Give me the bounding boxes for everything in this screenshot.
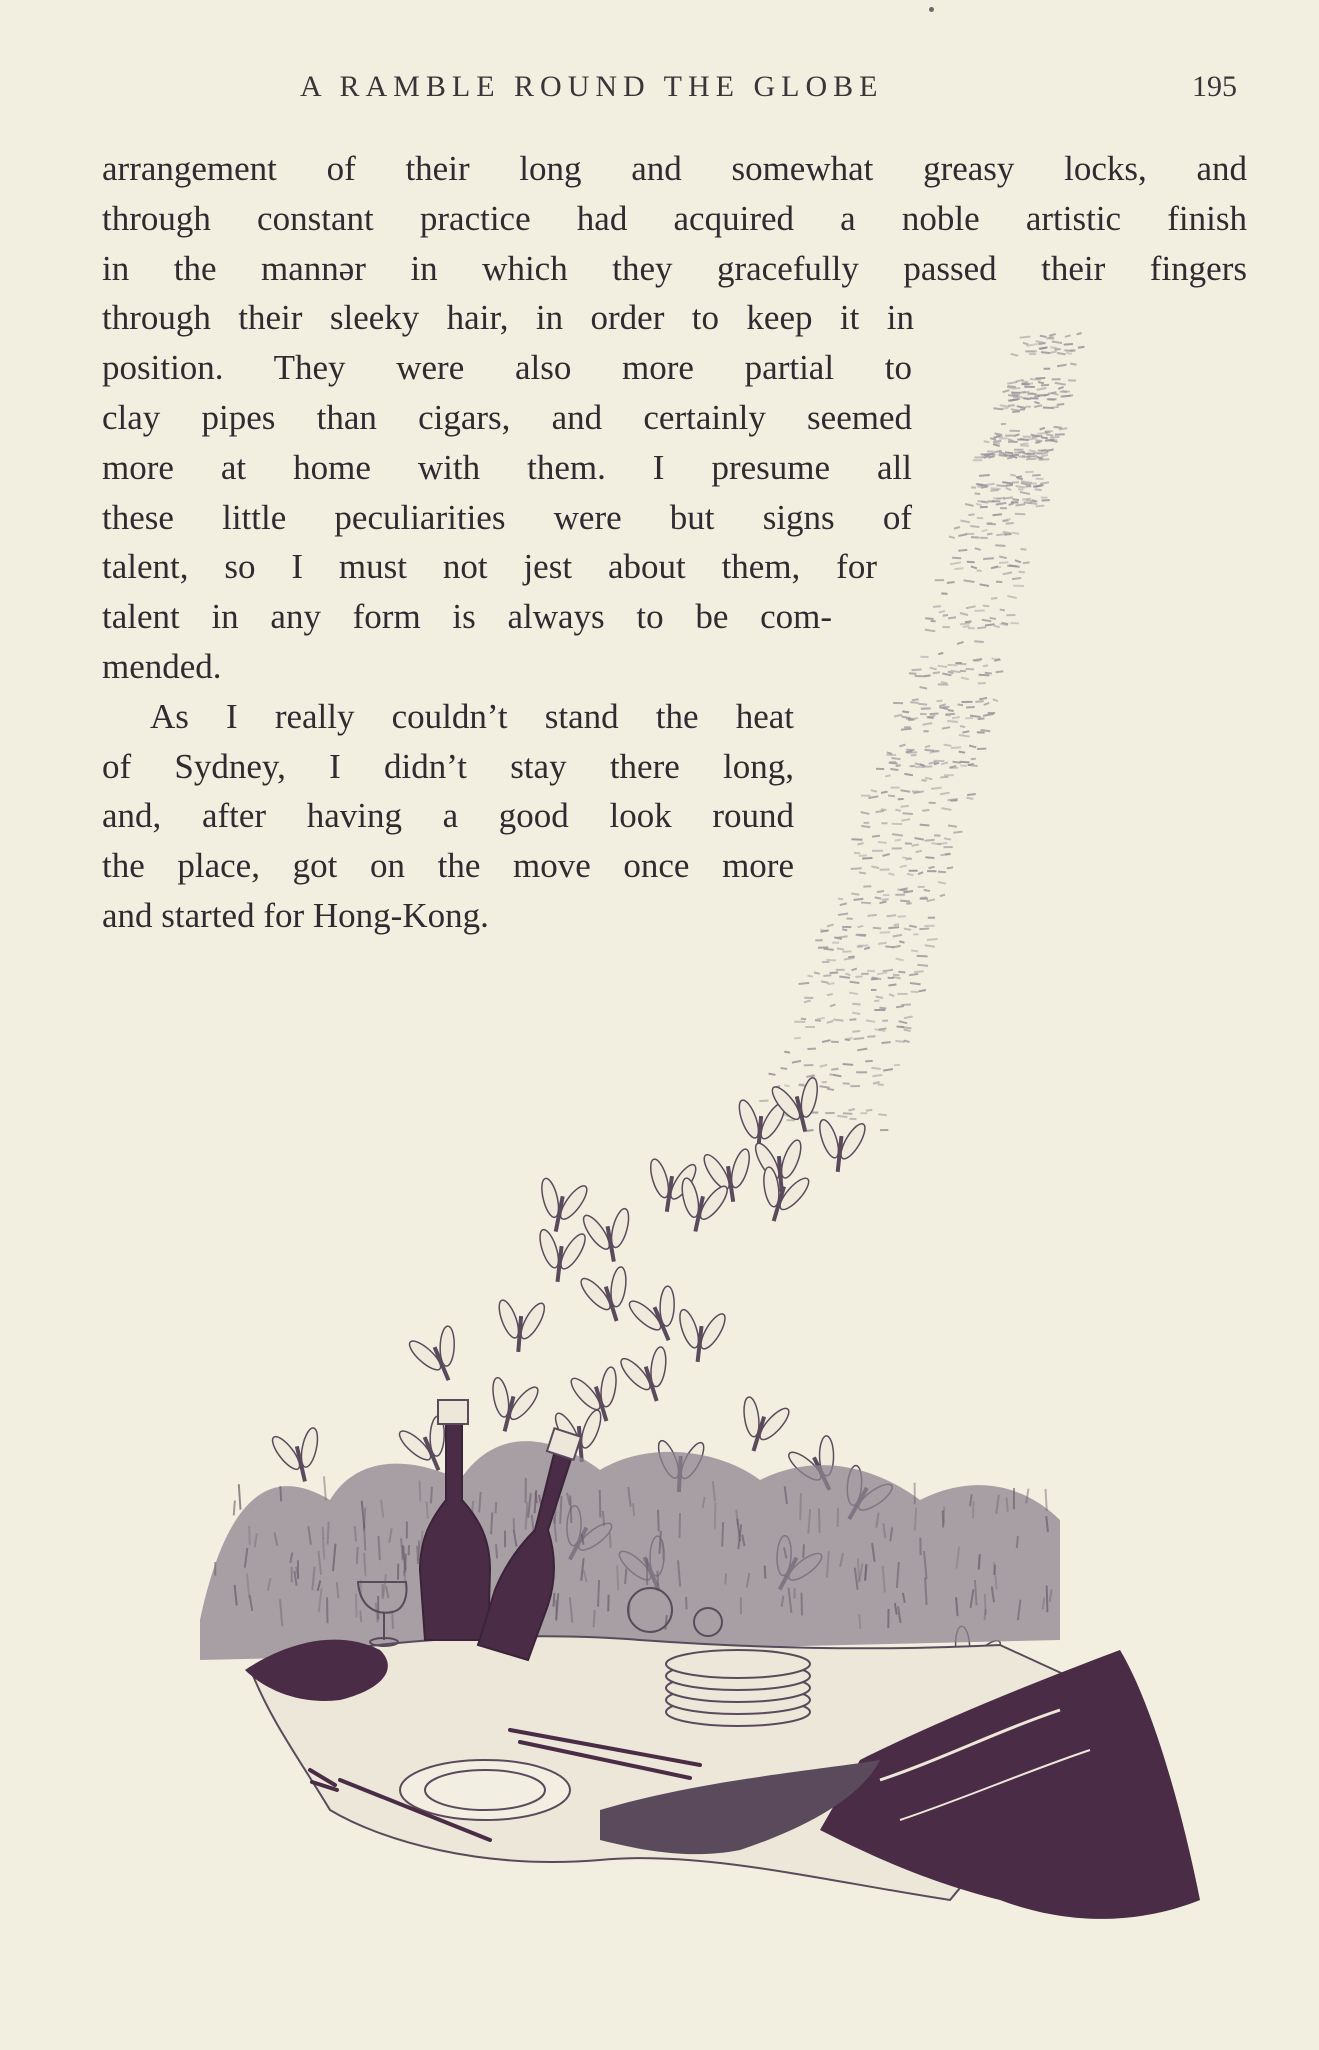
insect-11 <box>531 1226 590 1285</box>
text-line: through their sleeky hair, in order to keep it in <box>102 298 914 338</box>
insect-swarm-stipple <box>759 333 1084 1131</box>
text-line: and started for Hong-Kong. <box>102 895 489 935</box>
insect-15 <box>492 1297 550 1354</box>
text-line: talent in any form is always to be com- <box>102 597 832 637</box>
picnic-insects-illustration <box>180 300 1240 1950</box>
text-line: As I really couldn’t stand the heat <box>150 696 794 736</box>
page-number: 195 <box>1192 70 1237 103</box>
text-line: of Sydney, I didn’t stay there long, <box>102 746 794 786</box>
page-header <box>0 70 1319 110</box>
insect-5 <box>699 1145 760 1205</box>
text-line: clay pipes than cigars, and certainly seemed <box>102 397 912 437</box>
insect-25 <box>267 1424 331 1488</box>
text-line: and, after having a good look round <box>102 796 794 836</box>
background-foliage <box>200 1441 1060 1660</box>
text-line: arrangement of their long and somewhat greasy locks, and <box>102 149 1247 188</box>
insect-22 <box>728 1392 795 1459</box>
insect-17 <box>479 1373 544 1438</box>
insect-3 <box>811 1116 870 1174</box>
insect-12 <box>575 1262 642 1329</box>
text-line: through constant practice had acquired a noble artistic finish <box>102 198 1247 238</box>
text-line: mended. <box>102 646 222 686</box>
text-line: more at home with them. I presume all <box>102 447 912 487</box>
insect-14 <box>671 1306 730 1365</box>
insect-7 <box>529 1174 592 1236</box>
insect-8 <box>578 1205 640 1267</box>
insect-16 <box>403 1321 473 1391</box>
insect-19 <box>615 1342 682 1409</box>
dinner-plate <box>400 1760 570 1820</box>
text-line: these little peculiarities were but signs of <box>102 497 912 537</box>
text-line: talent, so I must not jest about them, for <box>102 547 877 587</box>
text-line: in the mannər in which they gracefully passed their fingers <box>102 248 1247 288</box>
running-title: A RAMBLE ROUND THE GLOBE <box>300 70 884 103</box>
plate-stack <box>666 1650 810 1726</box>
text-line: the place, got on the move once more <box>102 846 794 886</box>
ink-speck <box>929 7 934 12</box>
text-line: position. They were also more partial to <box>102 348 912 388</box>
